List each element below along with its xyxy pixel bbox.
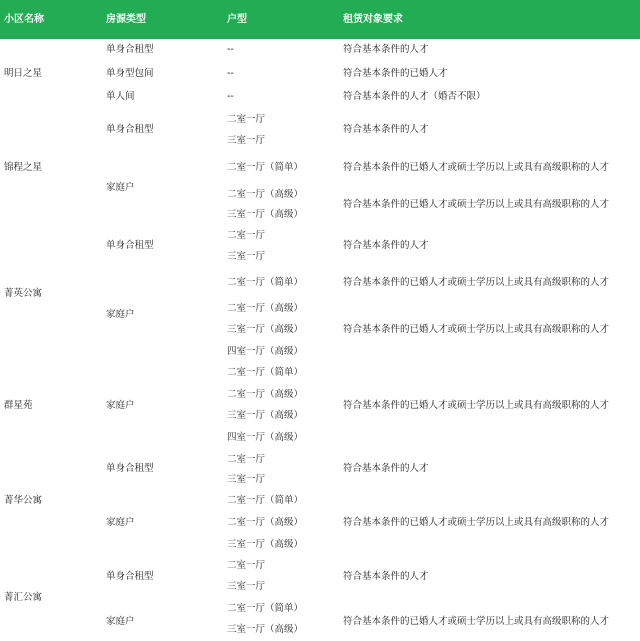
cell-layout: 三室一厅 — [227, 581, 266, 592]
cell-layout: 四室一厅（高级） — [227, 346, 304, 357]
cell-layout: 二室一厅 — [227, 114, 266, 125]
cell-layout: 三室一厅（高级） — [227, 410, 304, 421]
cell-housing-type: 家庭户 — [106, 400, 135, 411]
cell-layout: 二室一厅 — [227, 560, 266, 571]
cell-community: 菁华公寓 — [4, 495, 43, 506]
table-header — [0, 0, 640, 39]
cell-layout: 三室一厅 — [227, 135, 266, 146]
cell-layout: -- — [227, 44, 234, 55]
cell-community: 明日之星 — [4, 68, 43, 79]
cell-requirement: 符合基本条件的人才 — [343, 571, 429, 582]
cell-requirement: 符合基本条件的已婚人才或硕士学历以上或具有高级职称的人才 — [343, 324, 610, 335]
cell-layout: 二室一厅（简单） — [227, 162, 304, 173]
cell-housing-type: 家庭户 — [106, 517, 135, 528]
cell-requirement: 符合基本条件的已婚人才或硕士学历以上或具有高级职称的人才 — [343, 616, 610, 627]
cell-layout: 四室一厅（高级） — [227, 432, 304, 443]
cell-requirement: 符合基本条件的人才（婚否不限） — [343, 91, 486, 102]
header-community: 小区名称 — [4, 14, 44, 25]
cell-layout: 二室一厅（高级） — [227, 303, 304, 314]
cell-layout: -- — [227, 68, 234, 79]
cell-housing-type: 单人间 — [106, 91, 135, 102]
cell-requirement: 符合基本条件的已婚人才或硕士学历以上或具有高级职称的人才 — [343, 277, 610, 288]
cell-layout: 三室一厅 — [227, 474, 266, 485]
cell-housing-type: 单身合租型 — [106, 571, 154, 582]
cell-housing-type: 单身合租型 — [106, 240, 154, 251]
cell-requirement: 符合基本条件的已婚人才或硕士学历以上或具有高级职称的人才 — [343, 162, 610, 173]
cell-housing-type: 家庭户 — [106, 616, 135, 627]
cell-layout: 二室一厅（高级） — [227, 389, 304, 400]
cell-community: 菁英公寓 — [4, 288, 43, 299]
cell-community: 菁汇公寓 — [4, 592, 43, 603]
cell-requirement: 符合基本条件的已婚人才或硕士学历以上或具有高级职称的人才 — [343, 199, 610, 210]
cell-housing-type: 单身型包间 — [106, 68, 154, 79]
cell-requirement: 符合基本条件的人才 — [343, 240, 429, 251]
cell-layout: 二室一厅 — [227, 454, 266, 465]
cell-layout: 三室一厅（高级） — [227, 324, 304, 335]
cell-layout: 三室一厅 — [227, 251, 266, 262]
cell-requirement: 符合基本条件的已婚人才或硕士学历以上或具有高级职称的人才 — [343, 517, 610, 528]
cell-housing-type: 单身合租型 — [106, 44, 154, 55]
cell-requirement: 符合基本条件的人才 — [343, 463, 429, 474]
cell-housing-type: 家庭户 — [106, 309, 135, 320]
cell-requirement: 符合基本条件的人才 — [343, 44, 429, 55]
cell-layout: 二室一厅（简单） — [227, 495, 304, 506]
header-layout: 户型 — [227, 14, 247, 25]
cell-layout: 三室一厅（高级） — [227, 624, 304, 635]
cell-layout: 二室一厅（简单） — [227, 367, 304, 378]
cell-housing-type: 家庭户 — [106, 182, 135, 193]
cell-community: 群星苑 — [4, 400, 33, 411]
cell-community: 锦程之星 — [4, 162, 43, 173]
cell-housing-type: 单身合租型 — [106, 124, 154, 135]
cell-housing-type: 单身合租型 — [106, 463, 154, 474]
cell-requirement: 符合基本条件的人才 — [343, 124, 429, 135]
cell-requirement: 符合基本条件的已婚人才 — [343, 68, 448, 79]
cell-layout: 二室一厅（简单） — [227, 277, 304, 288]
cell-layout: 二室一厅（高级） — [227, 517, 304, 528]
cell-requirement: 符合基本条件的已婚人才或硕士学历以上或具有高级职称的人才 — [343, 400, 610, 411]
cell-layout: 二室一厅（高级） — [227, 189, 304, 200]
cell-layout: 三室一厅（高级） — [227, 539, 304, 550]
cell-layout: 二室一厅（简单） — [227, 603, 304, 614]
cell-layout: -- — [227, 91, 234, 102]
header-requirement: 租赁对象要求 — [343, 14, 403, 25]
cell-layout: 二室一厅 — [227, 230, 266, 241]
header-housing-type: 房源类型 — [106, 14, 146, 25]
cell-layout: 三室一厅（高级） — [227, 209, 304, 220]
